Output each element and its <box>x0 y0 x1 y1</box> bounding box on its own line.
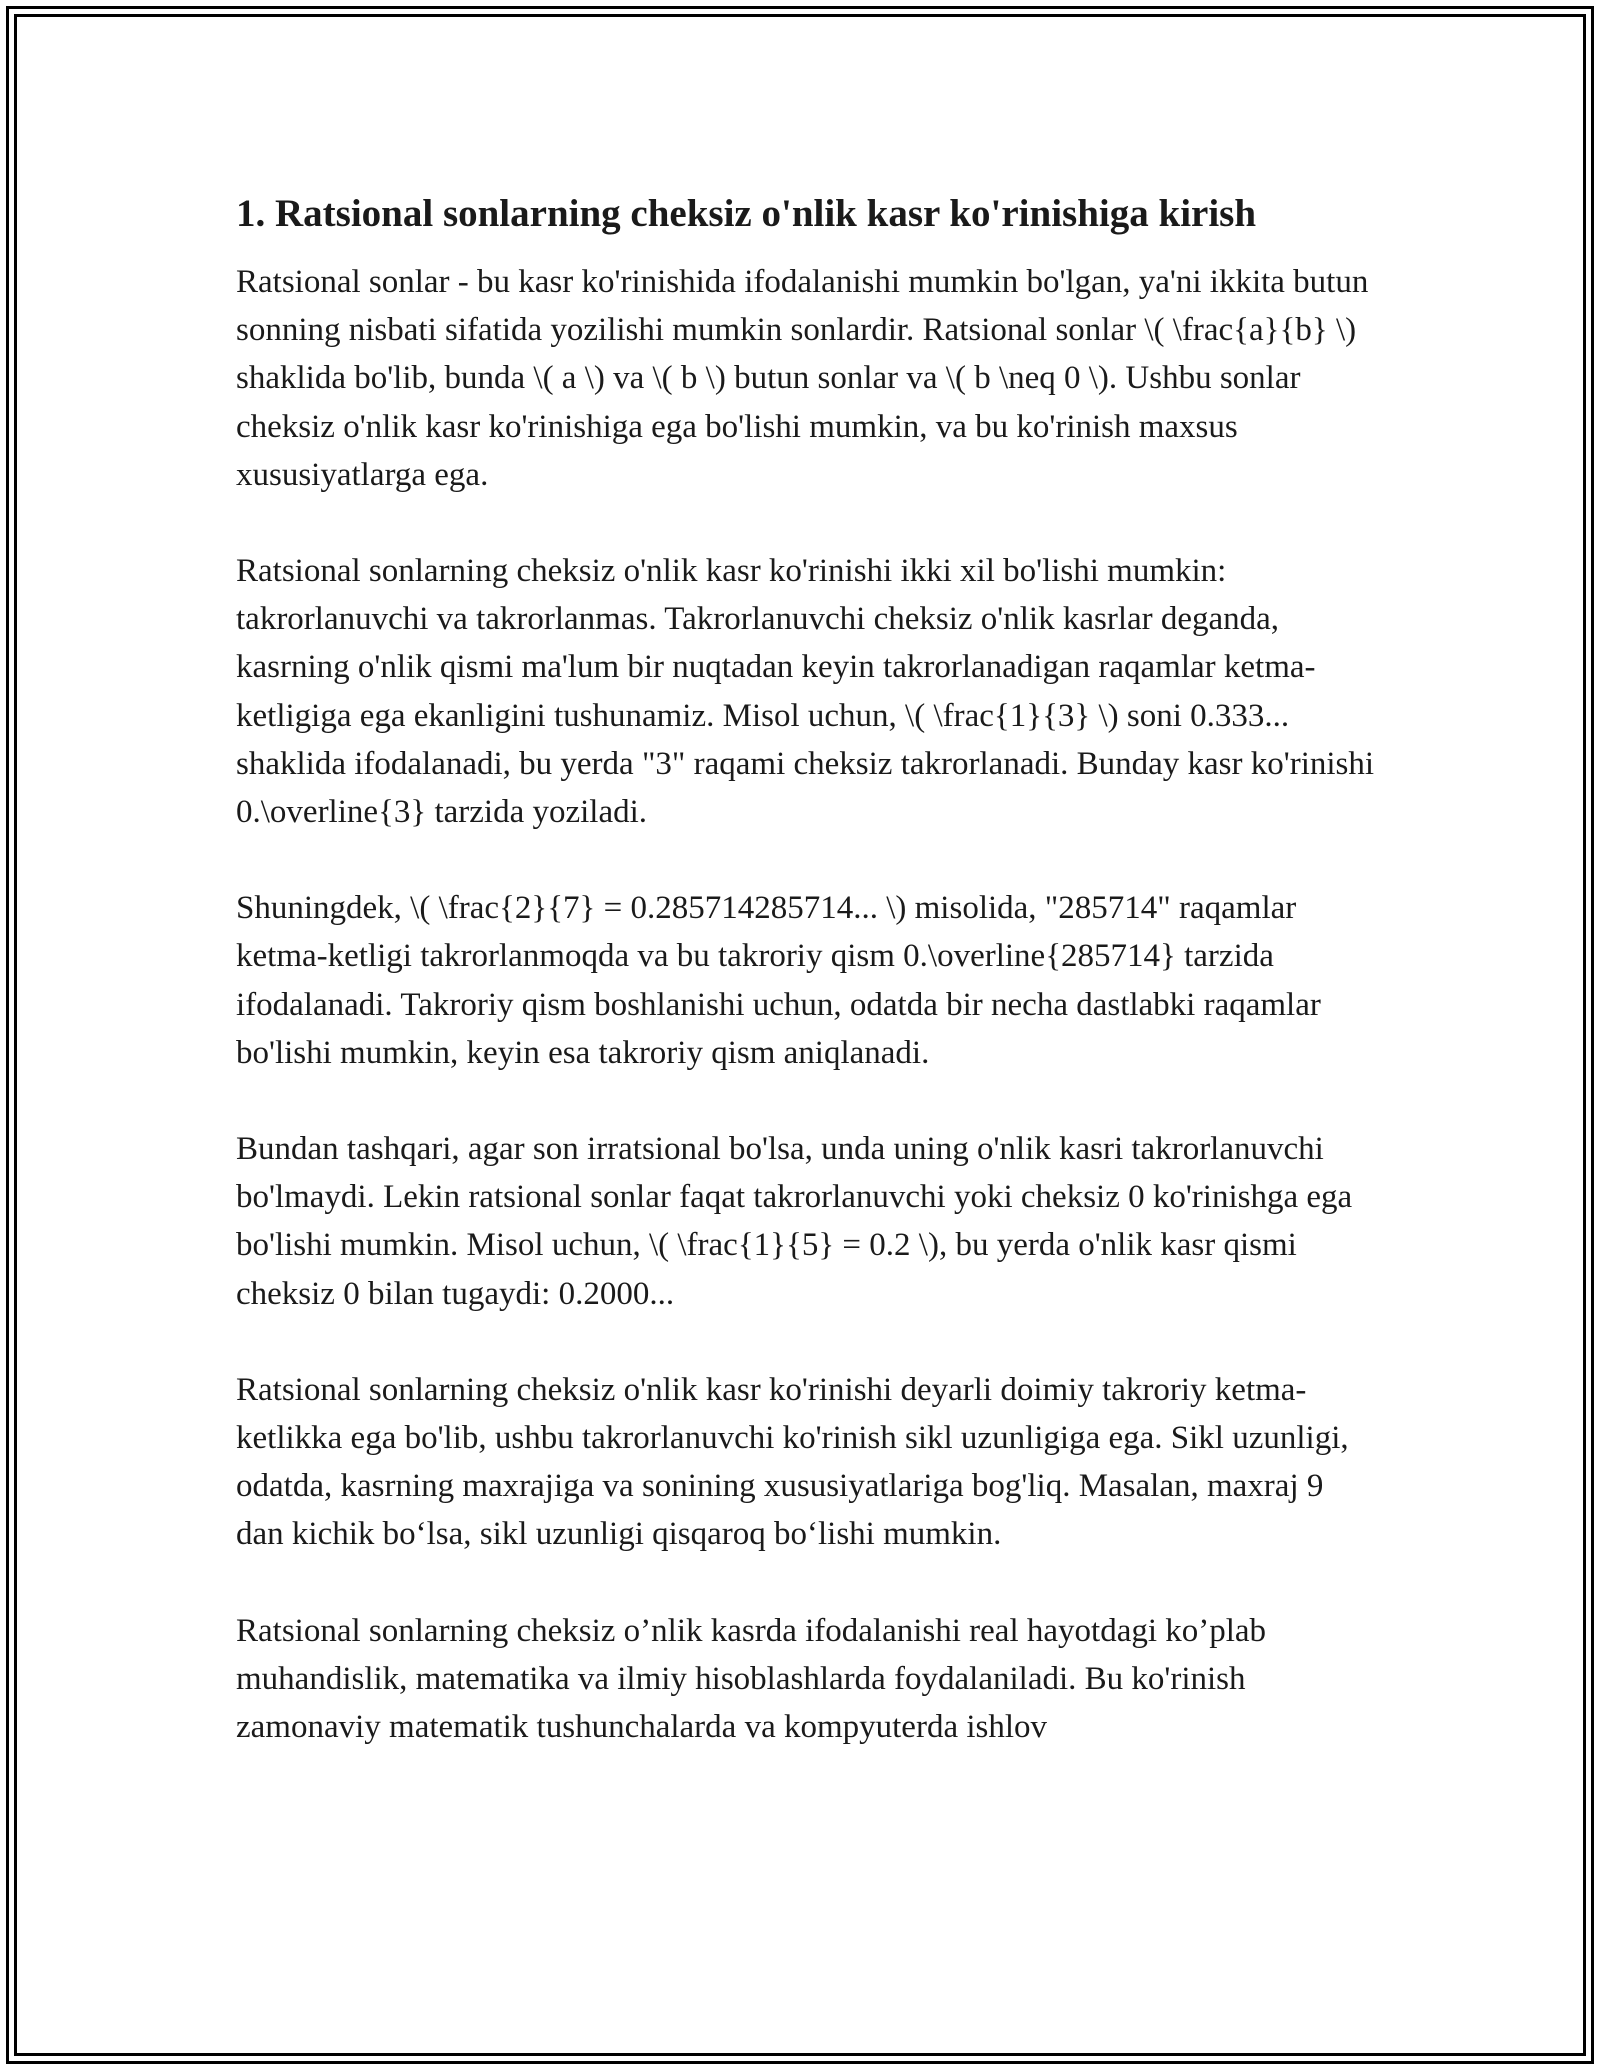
paragraph-intro: Ratsional sonlar - bu kasr ko'rinishida ifodalanishi mumkin bo'lgan, ya'ni ikkita butun sonning nisbati sifatida yozilishi mumkin sonlardir. Ratsional sonlar \( \frac{a}{b} \) shaklida bo'lib, bunda \( a \) va \( b \) butun sonlar va \( b \neq 0 \). Ushbu sonlar cheksiz o'nlik kasr ko'rinishiga ega bo'lishi mumkin, va bu ko'rinish maxsus xususiyatlarga ega. <box>236 264 1369 493</box>
paragraph-cycle-length: Ratsional sonlarning cheksiz o'nlik kasr ko'rinishi deyarli doimiy takroriy ketma-ketlikka ega bo'lib, ushbu takrorlanuvchi ko'rinish sikl uzunligiga ega. Sikl uzunligi, odatda, kasrning maxrajiga va sonining xususiyatlariga bog'liq. Masalan, maxraj 9 dan kichik bo‘lsa, sikl uzunligi qisqaroq bo‘lishi mumkin. <box>236 1371 1349 1553</box>
section-heading: 1. Ratsional sonlarning cheksiz o'nlik kasr ko'rinishiga kirish <box>236 192 1257 235</box>
paragraph-two-sevenths-example: Shuningdek, \( \frac{2}{7} = 0.285714285714... \) misolida, "285714" raqamlar ketma-ketligi takrorlanmoqda va bu takroriy qism 0.\overline{285714} tarzida ifodalanadi. Takroriy qism boshlanishi uchun, odatda bir necha dastlabki raqamlar bo'lishi mumkin, keyin esa takroriy qism aniqlanadi. <box>236 890 1321 1071</box>
document-body <box>236 186 1376 1751</box>
paragraph-applications: Ratsional sonlarning cheksiz o’nlik kasrda ifodalanishi real hayotdagi ko’plab muhandislik, matematika va ilmiy hisoblashlarda foydalaniladi. Bu ko'rinish zamonaviy matematik tushunchalarda va kompyuterda ishlov <box>236 1612 1267 1746</box>
paragraph-irrational-contrast: Bundan tashqari, agar son irratsional bo'lsa, unda uning o'nlik kasri takrorlanuvchi bo'lmaydi. Lekin ratsional sonlar faqat takrorlanuvchi yoki cheksiz 0 ko'rinishga ega bo'lishi mumkin. Misol uchun, \( \frac{1}{5} = 0.2 \), bu yerda o'nlik kasr qismi cheksiz 0 bilan tugaydi: 0.2000... <box>236 1131 1353 1312</box>
paragraph-repeating-decimals: Ratsional sonlarning cheksiz o'nlik kasr ko'rinishi ikki xil bo'lishi mumkin: takrorlanuvchi va takrorlanmas. Takrorlanuvchi cheksiz o'nlik kasrlar deganda, kasrning o'nlik qismi ma'lum bir nuqtadan keyin takrorlanadigan raqamlar ketma-ketligiga ega ekanligini tushunamiz. Misol uchun, \( \frac{1}{3} \) soni 0.333... shaklida ifodalanadi, bu yerda "3" raqami cheksiz takrorlanadi. Bunday kasr ko'rinishi 0.\overline{3} tarzida yoziladi. <box>236 553 1375 831</box>
